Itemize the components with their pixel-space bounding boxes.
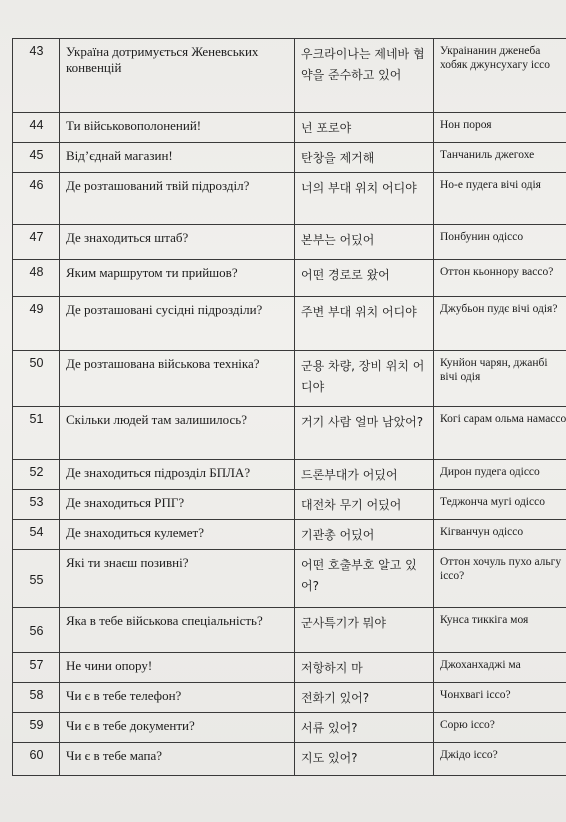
- table-row: [13, 351, 566, 407]
- table-row: [13, 653, 566, 683]
- row-number: 52: [13, 460, 60, 490]
- ukrainian-phrase: Чи є в тебе документи?: [60, 713, 295, 743]
- ukrainian-phrase: Де знаходиться РПГ?: [60, 490, 295, 520]
- ukrainian-phrase: Чи є в тебе телефон?: [60, 683, 295, 713]
- transliteration: Украінанин дженеба хобяк джунсухагу іссо: [434, 39, 566, 113]
- table-row: [13, 173, 566, 225]
- korean-phrase: 전화기 있어?: [295, 683, 434, 713]
- korean-phrase: 어떤 호출부호 알고 있어?: [295, 550, 434, 608]
- row-number: 55: [13, 550, 60, 608]
- table-row: [13, 490, 566, 520]
- korean-phrase: 어떤 경로로 왔어: [295, 260, 434, 297]
- table-row: [13, 683, 566, 713]
- row-number: 51: [13, 407, 60, 460]
- row-number: 60: [13, 743, 60, 776]
- transliteration: Оттон хочуль пухо альгу іссо?: [434, 550, 566, 608]
- ukrainian-phrase: Чи є в тебе мапа?: [60, 743, 295, 776]
- table-row: [13, 113, 566, 143]
- transliteration: Кунйон чарян, джанбі вічі одія: [434, 351, 566, 407]
- ukrainian-phrase: Від’єднай магазин!: [60, 143, 295, 173]
- korean-phrase: 기관총 어딨어: [295, 520, 434, 550]
- table-row: [13, 743, 566, 776]
- table-row: [13, 260, 566, 297]
- korean-phrase: 탄창을 제거해: [295, 143, 434, 173]
- korean-phrase: 드론부대가 어딨어: [295, 460, 434, 490]
- ukrainian-phrase: Де знаходиться підрозділ БПЛА?: [60, 460, 295, 490]
- table-row: [13, 407, 566, 460]
- ukrainian-phrase: Де знаходиться кулемет?: [60, 520, 295, 550]
- table-row: [13, 297, 566, 351]
- table-row: [13, 460, 566, 490]
- transliteration: Понбунин одіссо: [434, 225, 566, 260]
- transliteration: Теджонча мугі одіссо: [434, 490, 566, 520]
- row-number: 54: [13, 520, 60, 550]
- korean-phrase: 군용 차량, 장비 위치 어디야: [295, 351, 434, 407]
- transliteration: Дирон пудега одіссо: [434, 460, 566, 490]
- ukrainian-phrase: Скільки людей там залишилось?: [60, 407, 295, 460]
- row-number: 49: [13, 297, 60, 351]
- ukrainian-phrase: Які ти знаєш позивні?: [60, 550, 295, 608]
- korean-phrase: 우크라이나는 제네바 협약을 준수하고 있어: [295, 39, 434, 113]
- table-row: [13, 608, 566, 653]
- ukrainian-phrase: Де розташований твій підрозділ?: [60, 173, 295, 225]
- row-number: 53: [13, 490, 60, 520]
- transliteration: Джубьон пудє вічі одія?: [434, 297, 566, 351]
- korean-phrase: 서류 있어?: [295, 713, 434, 743]
- korean-phrase: 너의 부대 위치 어디야: [295, 173, 434, 225]
- transliteration: Чонхвагі іссо?: [434, 683, 566, 713]
- row-number: 48: [13, 260, 60, 297]
- table-row: [13, 143, 566, 173]
- ukrainian-phrase: Яким маршрутом ти прийшов?: [60, 260, 295, 297]
- row-number: 59: [13, 713, 60, 743]
- table-row: [13, 225, 566, 260]
- row-number: 45: [13, 143, 60, 173]
- korean-phrase: 주변 부대 위치 어디야: [295, 297, 434, 351]
- korean-phrase: 저항하지 마: [295, 653, 434, 683]
- transliteration: Джоханхаджі ма: [434, 653, 566, 683]
- table-row: [13, 550, 566, 608]
- korean-phrase: 거기 사람 얼마 남았어?: [295, 407, 434, 460]
- ukrainian-phrase: Не чини опору!: [60, 653, 295, 683]
- row-number: 50: [13, 351, 60, 407]
- transliteration: Но-е пудега вічі одія: [434, 173, 566, 225]
- ukrainian-phrase: Де розташована військова техніка?: [60, 351, 295, 407]
- row-number: 43: [13, 39, 60, 113]
- transliteration: Танчаниль джегохе: [434, 143, 566, 173]
- table-row: [13, 39, 566, 113]
- korean-phrase: 지도 있어?: [295, 743, 434, 776]
- table-row: [13, 713, 566, 743]
- row-number: 47: [13, 225, 60, 260]
- row-number: 56: [13, 608, 60, 653]
- row-number: 46: [13, 173, 60, 225]
- ukrainian-phrase: Яка в тебе військова спеціальність?: [60, 608, 295, 653]
- table-row: [13, 520, 566, 550]
- transliteration: Кігванчун одіссо: [434, 520, 566, 550]
- phrasebook-table: [12, 38, 566, 776]
- transliteration: Оттон кьоннору вассо?: [434, 260, 566, 297]
- ukrainian-phrase: Де знаходиться штаб?: [60, 225, 295, 260]
- korean-phrase: 군사특기가 뭐야: [295, 608, 434, 653]
- transliteration: Нон пороя: [434, 113, 566, 143]
- korean-phrase: 넌 포로야: [295, 113, 434, 143]
- row-number: 58: [13, 683, 60, 713]
- ukrainian-phrase: Де розташовані сусідні підрозділи?: [60, 297, 295, 351]
- row-number: 44: [13, 113, 60, 143]
- transliteration: Сорю іссо?: [434, 713, 566, 743]
- ukrainian-phrase: Ти військовополонений!: [60, 113, 295, 143]
- transliteration: Кунса тиккіга моя: [434, 608, 566, 653]
- korean-phrase: 본부는 어딨어: [295, 225, 434, 260]
- transliteration: Когі сарам ольма намассо: [434, 407, 566, 460]
- ukrainian-phrase: Україна дотримується Женевських конвенцій: [60, 39, 295, 113]
- korean-phrase: 대전차 무기 어딨어: [295, 490, 434, 520]
- transliteration: Джідо іссо?: [434, 743, 566, 776]
- row-number: 57: [13, 653, 60, 683]
